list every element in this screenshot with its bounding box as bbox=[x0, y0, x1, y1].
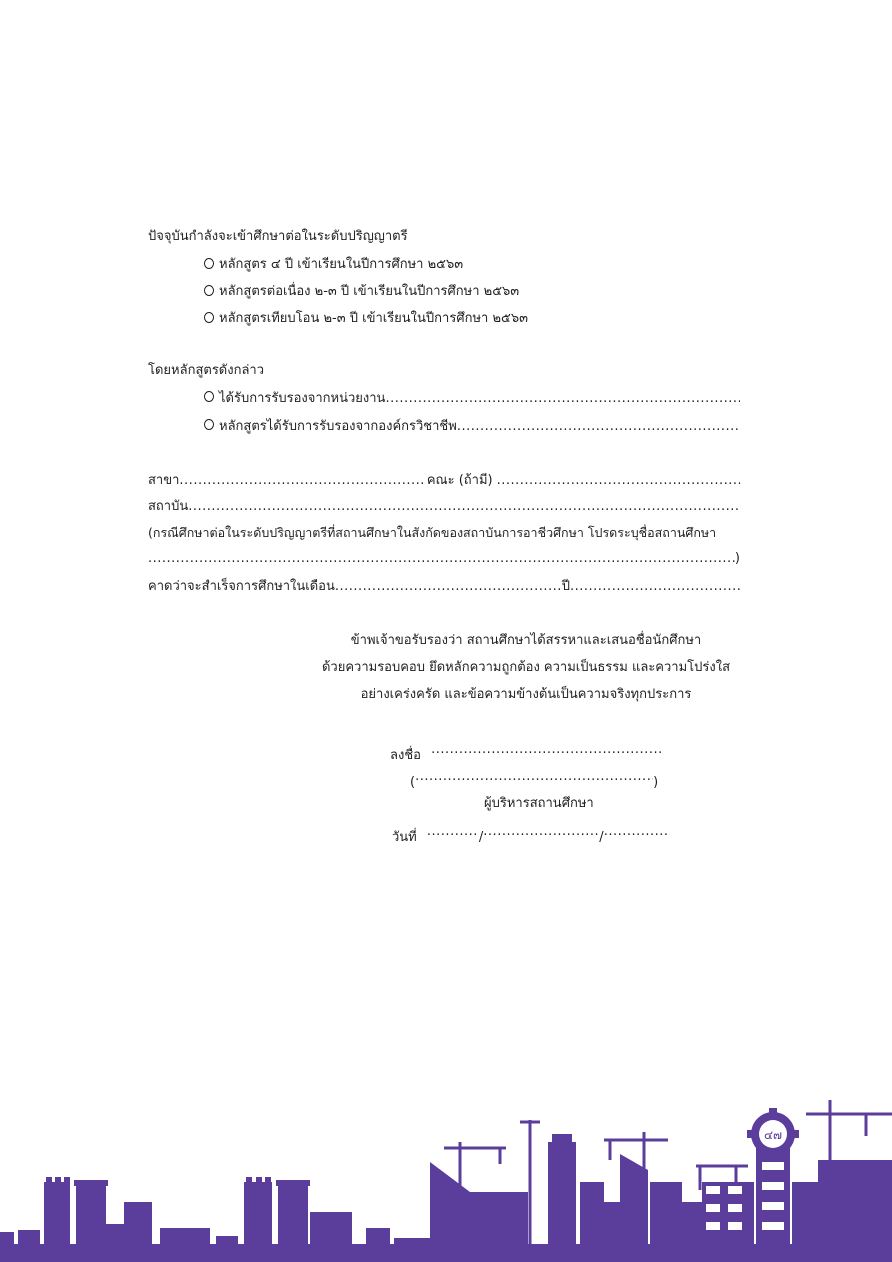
option-professional-accredited[interactable] bbox=[204, 418, 740, 436]
study-heading: ปัจจุบันกำลังจะเข้าศึกษาต่อในระดับปริญญาตรี bbox=[148, 229, 408, 244]
institution-row bbox=[148, 498, 740, 516]
faculty-input-line[interactable] bbox=[497, 472, 740, 490]
option-4-year[interactable] bbox=[204, 256, 463, 274]
option-label: หลักสูตรได้รับการรับรองจากองค์กรวิชาชีพ bbox=[219, 419, 457, 434]
date-label: วันที่ bbox=[392, 830, 417, 845]
signer-title: ผู้บริหารสถานศึกษา bbox=[484, 796, 594, 811]
paren-open: ( bbox=[410, 775, 416, 790]
radio-circle-icon[interactable] bbox=[204, 419, 214, 430]
certification-line-1: ข้าพเจ้าขอรับรองว่า สถานศึกษาได้สรรหาและเสนอชื่อนักศึกษา bbox=[350, 633, 702, 648]
sign-label: ลงชื่อ bbox=[390, 748, 421, 763]
option-label: ได้รับการรับรองจากหน่วยงาน bbox=[219, 391, 386, 406]
fill-in-line[interactable] bbox=[457, 418, 740, 436]
radio-circle-icon[interactable] bbox=[204, 285, 214, 296]
radio-circle-icon[interactable] bbox=[204, 312, 214, 323]
faculty-label: คณะ (ถ้ามี) bbox=[426, 473, 493, 488]
graduation-label: คาดว่าจะสำเร็จการศึกษาในเดือน bbox=[148, 579, 335, 594]
accreditation-heading: โดยหลักสูตรดังกล่าว bbox=[148, 363, 265, 378]
year-label: ปี bbox=[561, 579, 570, 594]
major-input-line[interactable] bbox=[179, 472, 422, 490]
month-input-line[interactable] bbox=[483, 823, 599, 841]
city-skyline-footer bbox=[0, 1082, 892, 1262]
date-separator: / bbox=[478, 830, 484, 845]
institution-input-line[interactable] bbox=[188, 498, 740, 516]
month-input-line[interactable] bbox=[335, 578, 562, 596]
year-input-line[interactable] bbox=[604, 823, 670, 841]
vocational-note: (กรณีศึกษาต่อในระดับปริญญาตรีที่สถานศึกษาในสังกัดของสถาบันการอาชีวศึกษา โปรดระบุชื่อสถานศึกษา bbox=[148, 525, 717, 540]
graduation-row bbox=[148, 578, 740, 596]
major-label: สาขา bbox=[148, 473, 180, 488]
major-faculty-row bbox=[148, 472, 740, 490]
page-number: ๔๗ bbox=[763, 1128, 783, 1142]
fill-in-line[interactable] bbox=[385, 390, 740, 408]
option-continuing[interactable] bbox=[204, 283, 519, 301]
signature-input-line[interactable] bbox=[431, 741, 663, 759]
date-row bbox=[392, 823, 670, 847]
note-close-paren: ) bbox=[734, 551, 740, 566]
option-label: หลักสูตรต่อเนื่อง ๒-๓ ปี เข้าเรียนในปีการศึกษา ๒๕๖๓ bbox=[219, 284, 520, 299]
option-label: หลักสูตรเทียบโอน ๒-๓ ปี เข้าเรียนในปีการศึกษา ๒๕๖๓ bbox=[219, 311, 528, 326]
school-name-input-line[interactable] bbox=[148, 550, 735, 568]
day-input-line[interactable] bbox=[427, 823, 479, 841]
radio-circle-icon[interactable] bbox=[204, 391, 214, 402]
signature-row bbox=[390, 741, 663, 765]
date-separator: / bbox=[599, 830, 604, 845]
option-label: หลักสูตร ๔ ปี เข้าเรียนในปีการศึกษา ๒๕๖๓ bbox=[219, 257, 464, 272]
option-transfer[interactable] bbox=[204, 310, 528, 328]
printed-name-input-line[interactable] bbox=[415, 768, 653, 786]
skyline-buildings bbox=[0, 1134, 892, 1262]
school-name-row bbox=[148, 550, 740, 568]
printed-name-row bbox=[410, 768, 658, 792]
paren-close: ) bbox=[653, 775, 659, 790]
option-agency-accredited[interactable] bbox=[204, 390, 740, 408]
certification-line-2: ด้วยความรอบคอบ ยึดหลักความถูกต้อง ความเป็นธรรม และความโปร่งใส bbox=[321, 660, 731, 675]
year-input-line[interactable] bbox=[570, 578, 740, 596]
radio-circle-icon[interactable] bbox=[204, 258, 214, 269]
institution-label: สถาบัน bbox=[148, 499, 189, 514]
certification-line-3: อย่างเคร่งครัด และข้อความข้างต้นเป็นความจริงทุกประการ bbox=[360, 687, 692, 702]
